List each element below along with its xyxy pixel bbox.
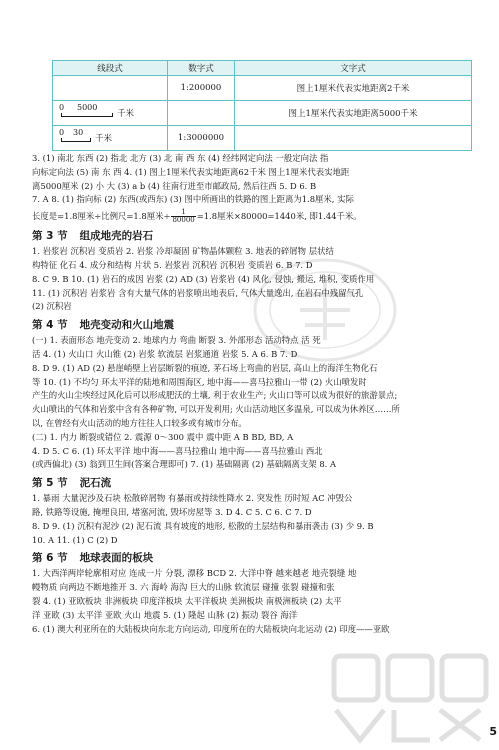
section-title: 组成地壳的岩石 [79, 230, 154, 243]
table-header-cell: 数字式 [168, 61, 235, 76]
answer-line: 等 10. (1) 不均匀 环太平洋的陆地和周围海区, 地中海——喜马拉雅山一带 (2) 火山喷发时 [32, 376, 367, 387]
answer-line: 活 4. (1) 火山口 火山锥 (2) 岩浆 软流层 岩浆通道 岩浆 5. A 6. B 7. D [32, 348, 298, 359]
section-title: 地球表面的板块 [79, 552, 154, 565]
section-number: 第 6 节 [32, 552, 68, 565]
fraction-numerator: 1 [171, 209, 195, 217]
answer-line: 以, 在曾经有火山活动的地方往往人口较多或有城市分布。 [32, 417, 247, 428]
section-heading [32, 227, 480, 245]
answer-line: 8. D 9. (1) AD (2) 悬崖峭壁上岩层断裂的痕迹, 茅石场上弯曲的岩层, 高山上的海洋生物化石 [32, 362, 378, 373]
brand-watermark-icon [330, 650, 495, 745]
table-row [53, 126, 472, 151]
table-cell: 图上1厘米代表实地距离2千米 [235, 76, 472, 101]
answer-line: 10. A 11. (1) C (2) D [32, 534, 118, 545]
line-scale-bar [59, 129, 117, 147]
fraction [171, 209, 195, 224]
answer-line: 1. 岩浆岩 沉积岩 变质岩 2. 岩浆 冷却凝固 矿物晶体颗粒 3. 地表的碎屑物 层状结 [32, 246, 334, 257]
page-number: 5 [489, 725, 497, 738]
scale-tick-label: 0 [59, 128, 65, 137]
scale-unit: 千米 [95, 134, 113, 144]
answer-line: 6. (1) 澳大利亚所在的大陆板块向东北方向运动, 印度所在的大陆板块向北运动 (2) 印度——亚欧 [32, 623, 390, 634]
section-number: 第 5 节 [32, 477, 68, 490]
scale-comparison-table [52, 60, 472, 151]
table-row [53, 101, 472, 126]
answer-line: 7. A 8. (1) 指向标 (2) 东西(或西东) (3) 图中所画出的铁路的图上距离为1.8厘米, 实际 [32, 194, 354, 205]
answer-line: (二) 1. 内力 断裂或错位 2. 震源 0～300 震中 震中距 A B BD, BD, A [32, 431, 294, 442]
answer-line: 裂 4. (1) 亚欧板块 非洲板块 印度洋板块 太平洋板块 美洲板块 南极洲板块 (2) 太平 [32, 595, 342, 606]
scale-unit: 千米 [117, 109, 135, 119]
table-cell-scalebar [53, 126, 168, 151]
answer-line: 11. (1) 沉积岩 岩浆岩 含有大量气体的岩浆喷出地表后, 气体大量逸出, 在岩石中残留气孔 [32, 287, 364, 298]
seal-watermark-icon [250, 255, 400, 365]
answer-text: =1.8厘米×80000=1440米, 即1.44千米。 [196, 211, 362, 222]
answer-line: (2) 沉积岩 [32, 301, 72, 312]
answer-line: 1. 暴雨 大量泥沙及石块 松散碎屑物 有暴雨或持续性降水 2. 突发性 历时短 AC 冲毁公 [32, 493, 353, 504]
section-heading [32, 474, 480, 492]
scale-bar-line [61, 113, 113, 117]
scale-tick-label: 5000 [77, 103, 98, 112]
table-cell-empty [53, 76, 168, 101]
table-cell: 1:3000000 [168, 126, 235, 151]
section-title: 地壳变动和火山地震 [79, 319, 175, 332]
answer-line: 火山喷出的气体和岩浆中含有各种矿物, 可以开发利用; 火山活动地区多温泉, 可以成为休养区……所 [32, 404, 400, 415]
answer-line-fraction [32, 207, 480, 225]
answer-line: 8. D 9. (1) 沉积有泥沙 (2) 泥石流 具有坡度的地形, 松散的土层结构和暴雨袭击 (3) 少 9. B [32, 520, 374, 531]
table-cell: 图上1厘米代表实地距离5000千米 [235, 101, 472, 126]
scale-bar-line [61, 138, 91, 142]
answer-line: 1. 大西洋两岸轮廓相对应 连成一片 分裂, 漂移 BCD 2. 大洋中脊 越来越老 地壳裂缝 地 [32, 568, 357, 579]
section-number: 第 3 节 [32, 230, 68, 243]
answer-text: 长度是=1.8厘米÷比例尺=1.8厘米÷ [32, 211, 171, 222]
fraction-denominator: 80000 [172, 216, 195, 225]
scale-tick-label: 0 [59, 103, 65, 112]
scale-tick-label: 30 [73, 128, 84, 137]
answer-line: (一) 1. 表面形态 地壳变动 2. 地球内力 弯曲 断裂 3. 外部形态 活动特点 活 死 [32, 335, 321, 346]
answer-line: 洋 亚欧 (3) 太平洋 亚欧 火山 地震 5. (1) 隆起 山脉 (2) 振动 裂谷 海洋 [32, 609, 298, 620]
table-cell-empty [168, 101, 235, 126]
answer-line: (或西偏北) (3) 翁到卫生间(答案合理即可) 7. (1) 基础隔离 (2) 基础隔离支架 8. A [32, 459, 337, 470]
line-scale-bar [59, 104, 117, 122]
answer-line: 向标定向法 (5) 南 东 西 4. (1) 图上1厘米代表实地距离62千米 图上1厘米代表实地距 [32, 166, 350, 177]
table-row [53, 76, 472, 101]
table-cell-empty [235, 126, 472, 151]
answer-line: 路, 铁路等设施, 掩埋良田, 堵塞河流, 毁坏房屋等 3. D 4. C 5. C 6. C 7. D [32, 506, 312, 517]
section-title: 泥石流 [79, 477, 112, 490]
answer-line: 8. C 9. B 10. (1) 岩石的成因 岩浆 (2) AD (3) 岩浆岩 (4) 风化, 侵蚀, 搬运, 堆积, 变质作用 [32, 273, 375, 284]
answer-line: 4. D 5. C 6. (1) 环太平洋 地中海——喜马拉雅山 地中海——喜马拉雅山 西北 [32, 445, 323, 456]
table-cell-scalebar [53, 101, 168, 126]
section-heading [32, 549, 480, 567]
answer-line: 幔物质 向两边不断地推开 3. 六 海岭 海沟 巨大的山脉 软流层 碰撞 张裂 碰撞和张 [32, 582, 335, 593]
answer-line: 构特征 化石 4. 成分和结构 片状 5. 岩浆岩 沉积岩 沉积岩 变质岩 6. B 7. D [32, 259, 313, 270]
table-header-cell: 线段式 [53, 61, 168, 76]
answer-line: 离5000厘米 (2) 小 大 (3) a b (4) 往南行进至市邮政局, 然后往西 5. D 6. B [32, 180, 317, 191]
table-header-cell: 文字式 [235, 61, 472, 76]
answer-line: 3. (1) 南北 东西 (2) 指北 北方 (3) 北 南 西 东 (4) 经纬网定向法 一般定向法 指 [32, 153, 329, 163]
section-number: 第 4 节 [32, 319, 68, 332]
answer-body [32, 152, 480, 636]
table-cell: 1:200000 [168, 76, 235, 101]
answer-line: 产生的火山尘埃经过风化后可以形成肥沃的土壤, 利于农业生产; 火山口等可以成为很好的旅游景点; [32, 390, 398, 401]
table-header-row [53, 61, 472, 76]
